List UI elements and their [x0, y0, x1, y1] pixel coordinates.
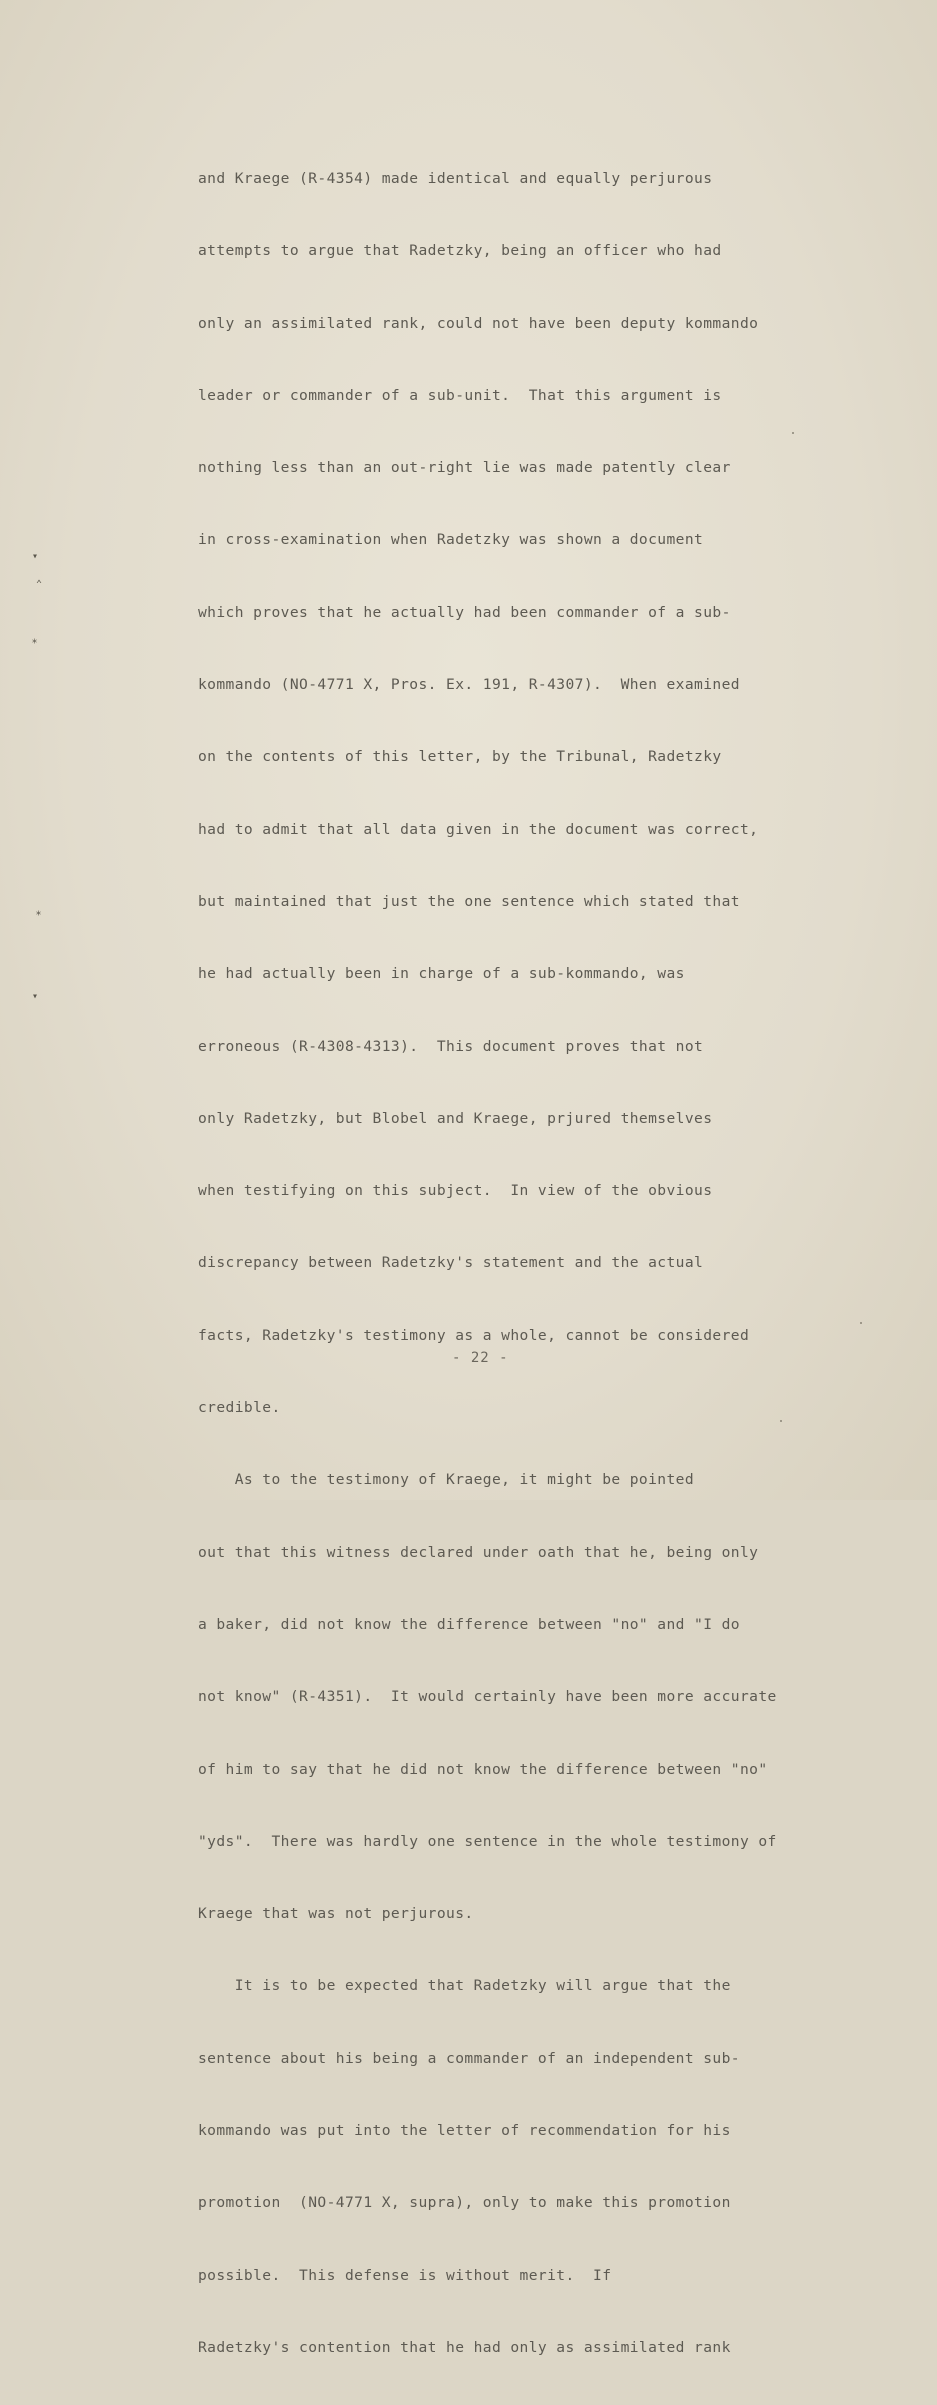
margin-mark: ▾ — [32, 991, 39, 1002]
text-line: a baker, did not know the difference between "no" and "I do — [198, 1615, 740, 1633]
page-number: - 22 - — [452, 1350, 509, 1366]
text-line: on the contents of this letter, by the Tribunal, Radetzky — [198, 748, 722, 766]
text-line: had to admit that all data given in the document was correct, — [198, 820, 759, 838]
margin-mark: ⌃ — [36, 579, 43, 590]
body-text — [198, 130, 838, 2405]
text-line: Kraege that was not perjurous. — [198, 1905, 474, 1923]
text-line: but maintained that just the one sentence which stated that — [198, 892, 740, 910]
text-line: nothing less than an out-right lie was made patently clear — [198, 459, 731, 477]
paper-speck — [860, 1322, 862, 1324]
text-line: and Kraege (R-4354) made identical and equally perjurous — [198, 170, 713, 187]
text-line: which proves that he actually had been commander of a sub- — [198, 603, 731, 621]
text-line: erroneous (R-4308-4313). This document proves that not — [198, 1037, 704, 1055]
text-line: of him to say that he did not know the difference between "no" — [198, 1760, 768, 1778]
text-line: possible. This defense is without merit. If — [198, 2266, 612, 2284]
text-line: facts, Radetzky's testimony as a whole, cannot be considered — [198, 1326, 750, 1344]
text-line: attempts to argue that Radetzky, being an officer who had — [198, 242, 722, 260]
text-line: he had actually been in charge of a sub-kommando, was — [198, 965, 685, 983]
text-line: As to the testimony of Kraege, it might be pointed — [198, 1471, 695, 1489]
text-line: promotion (NO-4771 X, supra), only to make this promotion — [198, 2194, 731, 2212]
margin-mark: ⁎ — [36, 907, 41, 918]
text-line: only an assimilated rank, could not have been deputy kommando — [198, 314, 759, 332]
text-line: not know" (R-4351). It would certainly have been more accurate — [198, 1688, 777, 1706]
text-line: only Radetzky, but Blobel and Kraege, prjured themselves — [198, 1109, 713, 1127]
text-line: discrepancy between Radetzky's statement and the actual — [198, 1254, 704, 1272]
text-line: in cross-examination when Radetzky was shown a document — [198, 531, 704, 549]
text-line: kommando (NO-4771 X, Pros. Ex. 191, R-4307). When examined — [198, 676, 740, 694]
text-line: "yds". There was hardly one sentence in the whole testimony of — [198, 1832, 777, 1850]
text-line: when testifying on this subject. In view of the obvious — [198, 1182, 713, 1200]
text-line: leader or commander of a sub-unit. That this argument is — [198, 386, 722, 404]
margin-mark: ▾ — [32, 551, 39, 562]
text-line: Radetzky's contention that he had only as assimilated rank — [198, 2338, 731, 2356]
text-line: out that this witness declared under oath that he, being only — [198, 1543, 759, 1561]
text-line: It is to be expected that Radetzky will argue that the — [198, 1977, 731, 1995]
text-line: sentence about his being a commander of an independent sub- — [198, 2049, 740, 2067]
text-line: kommando was put into the letter of recommendation for his — [198, 2122, 731, 2140]
text-line: credible. — [198, 1399, 281, 1417]
margin-mark: ⁎ — [32, 635, 37, 646]
